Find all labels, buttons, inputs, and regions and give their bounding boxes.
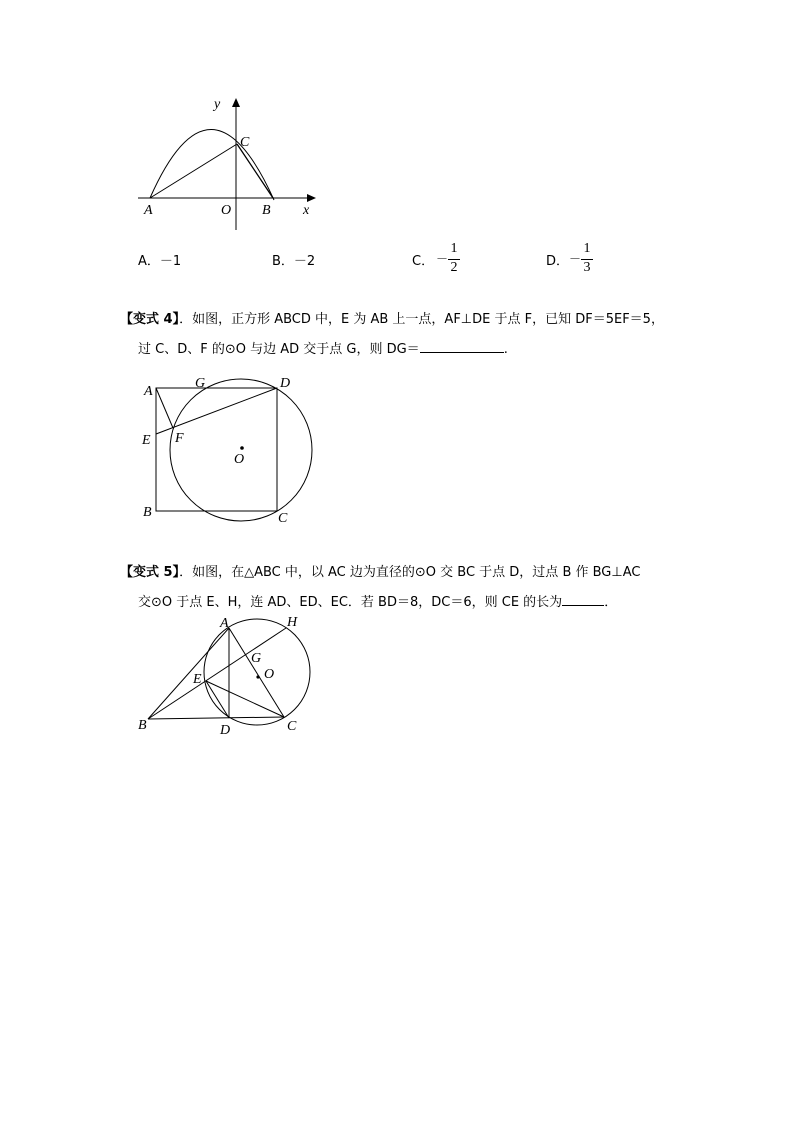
label-O: O (234, 452, 245, 467)
label-y: y (214, 97, 221, 112)
label-D: D (220, 723, 231, 738)
label-C: C (287, 719, 297, 734)
problem-4-text-1: ．如图，正方形 ABCD 中，E 为 AB 上一点，AF⊥DE 于点 F，已知 DF＝5EF＝5， (179, 312, 664, 327)
option-a-value: －1 (159, 254, 182, 269)
label-D: D (280, 376, 291, 391)
option-c-denominator: 2 (450, 260, 458, 275)
label-O: O (221, 203, 232, 218)
option-c-letter: C． (412, 254, 435, 269)
label-E: E (193, 672, 202, 687)
problem-5-tag: 【变式 5】 (120, 565, 180, 580)
option-d-sign: － (569, 252, 582, 266)
label-A: A (144, 203, 153, 218)
problem-4-text-2-end: . (503, 342, 508, 357)
option-c-sign: － (436, 252, 449, 266)
segment-BC (148, 717, 284, 719)
label-E: E (142, 433, 151, 448)
label-H: H (287, 615, 298, 630)
label-B: B (138, 718, 147, 733)
label-G: G (195, 376, 206, 391)
label-B: B (262, 203, 271, 218)
label-A: A (144, 384, 153, 399)
option-a-letter: A． (138, 254, 160, 269)
option-d-letter: D． (546, 254, 570, 269)
label-F: F (175, 431, 184, 446)
option-d-numerator: 1 (583, 241, 591, 256)
option-b-value: －2 (293, 254, 316, 269)
problem-5-text-1: ．如图，在△ABC 中，以 AC 边为直径的⊙O 交 BC 于点 D，过点 B 作 BG⊥AC (179, 565, 641, 580)
problem-5-text-2: 交⊙O 于点 E、H，连 AD、ED、EC．若 BD＝8，DC＝6，则 CE 的长为 (138, 595, 563, 610)
option-d-denominator: 3 (583, 260, 591, 275)
segment-AC (229, 628, 284, 717)
label-G: G (251, 651, 262, 666)
label-C: C (278, 511, 288, 526)
problem-5-text-2-end: ． (604, 595, 618, 610)
label-C: C (240, 135, 250, 150)
problem-4-tag: 【变式 4】 (120, 312, 180, 327)
label-O: O (264, 667, 275, 682)
label-A: A (220, 616, 229, 631)
label-B: B (143, 505, 152, 520)
option-c-numerator: 1 (450, 241, 458, 256)
problem-4-text-2: 过 C、D、F 的⊙O 与边 AD 交于点 G，则 DG＝ (138, 342, 420, 357)
option-b-letter: B． (272, 254, 294, 269)
label-x: x (303, 203, 310, 218)
center-O-dot (256, 675, 259, 678)
